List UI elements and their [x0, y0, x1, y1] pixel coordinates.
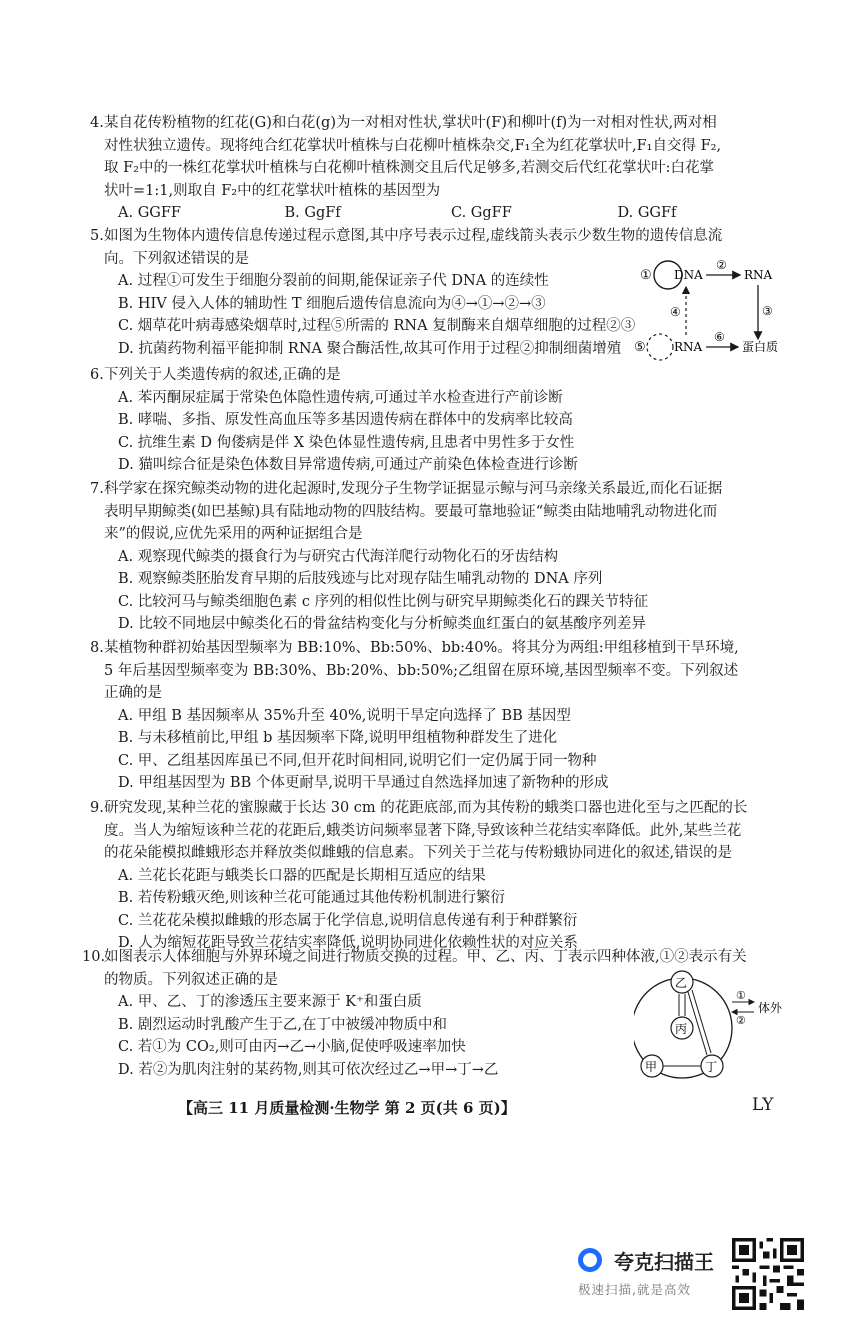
- label-protein: 蛋白质: [742, 340, 779, 354]
- label-bing: 丙: [675, 1022, 688, 1036]
- rna-replication-loop: [647, 334, 673, 360]
- stem-line: 下列关于人类遗传病的叙述,正确的是: [104, 367, 341, 383]
- stem-line: 取 F₂中的一株红花掌状叶植株与白花柳叶植株测交且后代足够多,若测交后代红花掌状叶:白花掌: [104, 160, 714, 176]
- option-c[interactable]: C. 兰花花朵模拟雌蛾的形态属于化学信息,说明信息传递有利于种群繁衍: [118, 912, 578, 929]
- label-rna-bottom: RNA: [674, 340, 703, 354]
- stem-line: 状叶=1:1,则取自 F₂中的红花掌状叶植株的基因型为: [104, 182, 441, 199]
- stem-line: 度。当人为缩短该种兰花的花距后,蛾类访问频率显著下降,导致该种兰花结实率降低。此外,某些兰花: [104, 822, 742, 839]
- label-jia: 甲: [645, 1060, 658, 1074]
- option-a[interactable]: A. 兰花长花距与蛾类长口器的匹配是长期相互适应的结果: [118, 867, 486, 884]
- option-a[interactable]: A. 观察现代鲸类的摄食行为与研究古代海洋爬行动物化石的牙齿结构: [118, 548, 559, 565]
- label-outside: 体外: [758, 1001, 783, 1015]
- label-process-3: ③: [762, 304, 773, 318]
- option-d[interactable]: D. 甲组基因型为 BB 个体更耐旱,说明干旱通过自然选择加速了新物种的形成: [118, 775, 609, 791]
- scanner-watermark: [576, 1242, 736, 1302]
- option-d[interactable]: D. 抗菌药物利福平能抑制 RNA 聚合酶活性,故其可作用于过程②抑制细菌增殖: [118, 340, 622, 357]
- stem-line: 来”的假说,应优先采用的两种证据组合是: [104, 526, 363, 542]
- question-number: 5.: [90, 228, 104, 244]
- body-fluid-diagram: [634, 968, 804, 1088]
- options-row: [104, 202, 784, 225]
- stem-line: 某植物种群初始基因型频率为 BB:10%、Bb:50%、bb:40%。将其分为两组:甲组移植到干旱环境,: [104, 640, 739, 656]
- qr-code-icon: [732, 1238, 804, 1310]
- option-d[interactable]: D. GGFf: [617, 205, 677, 221]
- stem-line: 向。下列叙述错误的是: [104, 250, 249, 267]
- brand-name: 夸克扫描王: [614, 1250, 714, 1274]
- label-process-6: ⑥: [714, 330, 725, 344]
- question-number: 4.: [90, 115, 104, 131]
- link-yi-ding-2: [692, 990, 711, 1053]
- option-a[interactable]: A. 过程①可发生于细胞分裂前的间期,能保证亲子代 DNA 的连续性: [118, 273, 549, 289]
- label-dna: DNA: [674, 268, 703, 282]
- label-process-5: ⑤: [634, 340, 646, 355]
- question-4: [90, 112, 784, 225]
- label-rna-top: RNA: [744, 268, 773, 282]
- question-number: 8.: [90, 640, 104, 656]
- label-process-4: ④: [670, 305, 681, 319]
- label-material-2: ②: [736, 1014, 746, 1027]
- paper-code: LY: [752, 1095, 774, 1115]
- brand-slogan: 极速扫描,就是高效: [578, 1282, 691, 1297]
- stem-line: 表明早期鲸类(如巴基鲸)具有陆地动物的四肢结构。要最可靠地验证“鲸类由陆地哺乳动物进化而: [104, 503, 718, 520]
- question-7: [90, 478, 784, 636]
- option-b[interactable]: B. HIV 侵入人体的辅助性 T 细胞后遗传信息流向为④→①→②→③: [118, 295, 546, 312]
- question-number: 6.: [90, 367, 104, 383]
- option-c[interactable]: C. 抗维生素 D 佝偻病是伴 X 染色体显性遗传病,且患者中男性多于女性: [118, 434, 575, 451]
- genetic-info-flow-diagram: [630, 255, 800, 375]
- stem-line: 对性状独立遗传。现将纯合红花掌状叶植株与白花柳叶植株杂交,F₁全为红花掌状叶,F₁自交得 F₂,: [104, 137, 722, 154]
- label-ding: 丁: [705, 1060, 718, 1074]
- stem-line: 如图为生物体内遗传信息传递过程示意图,其中序号表示过程,虚线箭头表示少数生物的遗传信息流: [104, 228, 723, 244]
- option-b[interactable]: B. 哮喘、多指、原发性高血压等多基因遗传病在群体中的发病率比较高: [118, 412, 573, 428]
- stem-line: 5 年后基因型频率变为 BB:30%、Bb:20%、bb:50%;乙组留在原环境,基因型频率不变。下列叙述: [104, 662, 739, 679]
- option-b[interactable]: B. 若传粉蛾灭绝,则该种兰花可能通过其他传粉机制进行繁衍: [118, 890, 505, 906]
- option-a[interactable]: A. 甲、乙、丁的渗透压主要来源于 K⁺和蛋白质: [118, 994, 422, 1010]
- stem-line: 研究发现,某种兰花的蜜腺藏于长达 30 cm 的花距底部,而为其传粉的蛾类口器也进化至与之匹配的长: [104, 800, 748, 816]
- question-8: [90, 637, 784, 795]
- option-c[interactable]: C. GgFF: [451, 205, 512, 221]
- question-6: [90, 364, 784, 477]
- option-b[interactable]: B. 观察鲸类胚胎发育早期的后肢残迹与比对现存陆生哺乳动物的 DNA 序列: [118, 571, 603, 587]
- option-a[interactable]: A. 苯丙酮尿症属于常染色体隐性遗传病,可通过羊水检查进行产前诊断: [118, 389, 563, 406]
- option-c[interactable]: C. 甲、乙组基因库虽已不同,但开花时间相同,说明它们一定仍属于同一物种: [118, 752, 597, 769]
- option-d[interactable]: D. 人为缩短花距导致兰花结实率降低,说明协同进化依赖性状的对应关系: [118, 935, 578, 951]
- label-yi: 乙: [675, 976, 688, 990]
- option-a[interactable]: A. GGFF: [118, 205, 181, 221]
- option-b[interactable]: B. GgFf: [284, 205, 341, 221]
- question-number: 9.: [90, 800, 104, 816]
- option-b[interactable]: B. 与未移植前比,甲组 b 基因频率下降,说明甲组植物种群发生了进化: [118, 730, 558, 746]
- option-c[interactable]: C. 若①为 CO₂,则可由丙→乙→小脑,促使呼吸速率加快: [118, 1039, 466, 1055]
- stem-line: 正确的是: [104, 685, 162, 701]
- option-c[interactable]: C. 比较河马与鲸类细胞色素 c 序列的相似性比例与研究早期鲸类化石的踝关节特征: [118, 593, 649, 610]
- label-material-1: ①: [736, 989, 746, 1002]
- stem-line: 某自花传粉植物的红花(G)和白花(g)为一对相对性状,掌状叶(F)和柳叶(f)为一对相对性状,两对相: [104, 115, 717, 131]
- option-a[interactable]: A. 甲组 B 基因频率从 35%升至 40%,说明干旱定向选择了 BB 基因型: [118, 707, 571, 724]
- stem-line: 的物质。下列叙述正确的是: [104, 971, 278, 988]
- option-d[interactable]: D. 猫叫综合征是染色体数目异常遗传病,可通过产前染色体检查进行诊断: [118, 457, 578, 473]
- question-number: 7.: [90, 481, 104, 497]
- page-footer: 【高三 11 月质量检测·生物学 第 2 页(共 6 页)】: [178, 1099, 516, 1117]
- quark-logo-icon: [578, 1248, 602, 1272]
- label-process-1: ①: [640, 268, 652, 283]
- option-c[interactable]: C. 烟草花叶病毒感染烟草时,过程⑤所需的 RNA 复制酶来自烟草细胞的过程②③: [118, 318, 636, 334]
- stem-line: 的花朵能模拟雌蛾形态并释放类似雌蛾的信息素。下列关于兰花与传粉蛾协同进化的叙述,错误的是: [104, 845, 733, 861]
- option-b[interactable]: B. 剧烈运动时乳酸产生于乙,在丁中被缓冲物质中和: [118, 1016, 447, 1033]
- option-d[interactable]: D. 若②为肌肉注射的某药物,则其可依次经过乙→甲→丁→乙: [118, 1061, 499, 1078]
- label-process-2: ②: [716, 258, 727, 272]
- stem-line: 科学家在探究鲸类动物的进化起源时,发现分子生物学证据显示鲸与河马亲缘关系最近,而化石证据: [104, 481, 723, 497]
- question-number: 10.: [82, 949, 106, 965]
- question-9: [90, 797, 784, 955]
- option-d[interactable]: D. 比较不同地层中鲸类化石的骨盆结构变化与分析鲸类血红蛋白的氨基酸序列差异: [118, 616, 646, 632]
- stem-line: 如图表示人体细胞与外界环境之间进行物质交换的过程。甲、乙、丙、丁表示四种体液,①②表示有关: [104, 949, 747, 965]
